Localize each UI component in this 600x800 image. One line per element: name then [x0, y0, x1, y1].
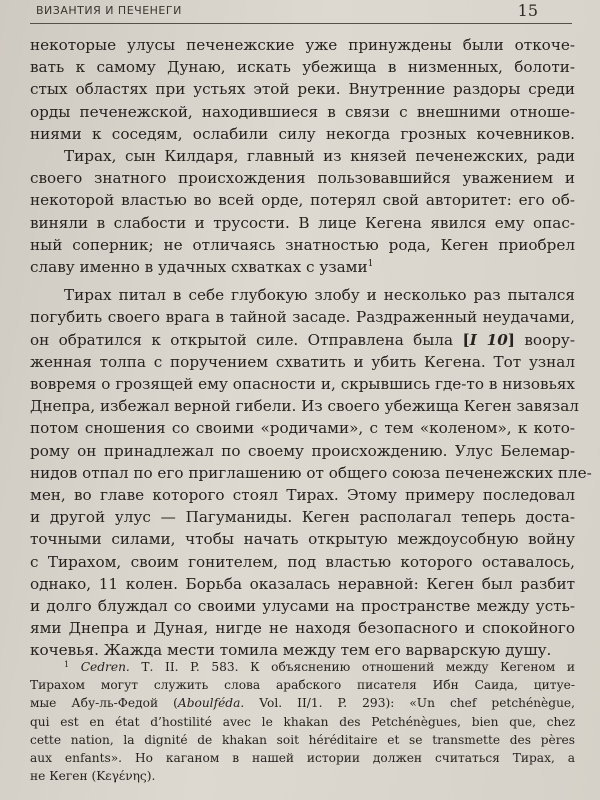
- text-fragment: славу именно в удачных схватках с узами: [30, 258, 368, 277]
- footnote-fragment: мые Абу-ль-Федой (: [30, 696, 178, 711]
- text-line: ями Днепра и Дуная, нигде не находя безопасного и спокойного: [30, 619, 575, 638]
- footnote-ref-marker: 1: [367, 258, 374, 269]
- footnote-line: aux enfants». Но каганом в нашей истории должен считаться Тирах, а: [30, 751, 575, 766]
- text-line: стых областях при устьях этой реки. Внутренние раздоры среди: [30, 80, 575, 99]
- footnote-line: не Кеген (Κεγένης).: [30, 769, 156, 784]
- text-line: Тирах, сын Килдаря, главный из князей печенежских, ради: [64, 147, 575, 166]
- text-line: своего знатного происхождения пользовавшийся уважением и: [30, 169, 575, 188]
- text-line: некоторой властью во всей орде, потерял свой авторитет: его об-: [30, 191, 575, 210]
- text-line: женная толпа с поручением схватить и убить Кегена. Тот узнал: [30, 352, 575, 371]
- footnote-source: Aboulféda.: [177, 696, 245, 711]
- text-line: и долго блуждал со своими улусами на пространстве между усть-: [30, 597, 575, 616]
- text-line: орды печенежской, находившиеся в связи с внешними отноше-: [30, 102, 575, 121]
- running-title: ВИЗАНТИЯ И ПЕЧЕНЕГИ: [36, 4, 182, 17]
- text-line: ниями к соседям, ослабили силу некогда грозных кочевников.: [30, 124, 575, 143]
- footnote-line: qui est en état d’hostilité avec le khakan des Petchénègues, bien que, chez: [30, 714, 575, 729]
- text-line: мен, во главе которого стоял Тирах. Этому примеру последовал: [30, 486, 575, 505]
- footnote-fragment: Vol. II/1. P. 293): «Un chef petchénègue,: [259, 696, 576, 711]
- footnote-line: cette nation, la dignité de khakan soit héréditaire et se transmette des pères: [30, 732, 575, 747]
- text-line: кочевья. Жажда мести томила между тем его варварскую душу.: [30, 641, 552, 660]
- page-number: 15: [517, 1, 538, 20]
- main-text: [30, 34, 592, 662]
- text-line: потом сношения со своими «родичами», с тем «коленом», к кото-: [30, 419, 575, 438]
- text-line: Днепра, избежал верной гибели. Из своего убежища Кеген завязал: [30, 397, 579, 416]
- text-fragment: воору-: [524, 330, 576, 349]
- text-line: Тирах питал в себе глубокую злобу и несколько раз пытался: [64, 286, 575, 305]
- text-line: погубить своего врага в тайной засаде. Раздраженный неудачами,: [30, 308, 575, 327]
- text-line: [30, 329, 575, 351]
- text-line: виняли в слабости и трусости. В лице Кегена явился ему опас-: [30, 213, 575, 232]
- text-line: [30, 256, 575, 278]
- page-ref-marker: [I 10]: [462, 330, 515, 349]
- footnote-line: [30, 656, 575, 676]
- text-line: вовремя о грозящей ему опасности и, скрывшись где-то в низовьях: [30, 375, 575, 394]
- footnote-marker: 1: [64, 660, 70, 669]
- text-line: и другой улус — Пагуманиды. Кеген располагал теперь доста-: [30, 508, 575, 527]
- text-line: с Тирахом, своим гонителем, под властью которого оставалось,: [30, 552, 575, 571]
- footnote: [30, 656, 575, 785]
- text-line: некоторые улусы печенежские уже принуждены были откоче-: [30, 36, 575, 54]
- text-line: рому он принадлежал по своему происхождению. Улус Белемар-: [30, 441, 575, 460]
- header-rule: [30, 23, 572, 24]
- footnote-line: Тирахом могут служить слова арабского писателя Ибн Саида, цитуе-: [30, 678, 575, 693]
- text-line: вать к самому Дунаю, искать убежища в низменных, болоти-: [30, 58, 575, 77]
- text-fragment: он обратился к открытой силе. Отправлена была: [30, 330, 454, 349]
- footnote-line: [30, 694, 575, 712]
- text-line: ный соперник; не отличаясь знатностью рода, Кеген приобрел: [30, 235, 575, 254]
- footnote-source: Cedren.: [80, 660, 130, 674]
- text-line: однако, 11 колен. Борьба оказалась неравной: Кеген был разбит: [30, 574, 575, 593]
- footnote-fragment: Т. II. P. 583. К объяснению отношений между Кегеном и: [141, 660, 575, 674]
- page-ref-text: I 10: [469, 330, 508, 349]
- text-line: точными силами, чтобы начать открытую междоусобную войну: [30, 530, 575, 549]
- text-line: нидов отпал по его приглашению от общего союза печенежских пле-: [30, 463, 592, 482]
